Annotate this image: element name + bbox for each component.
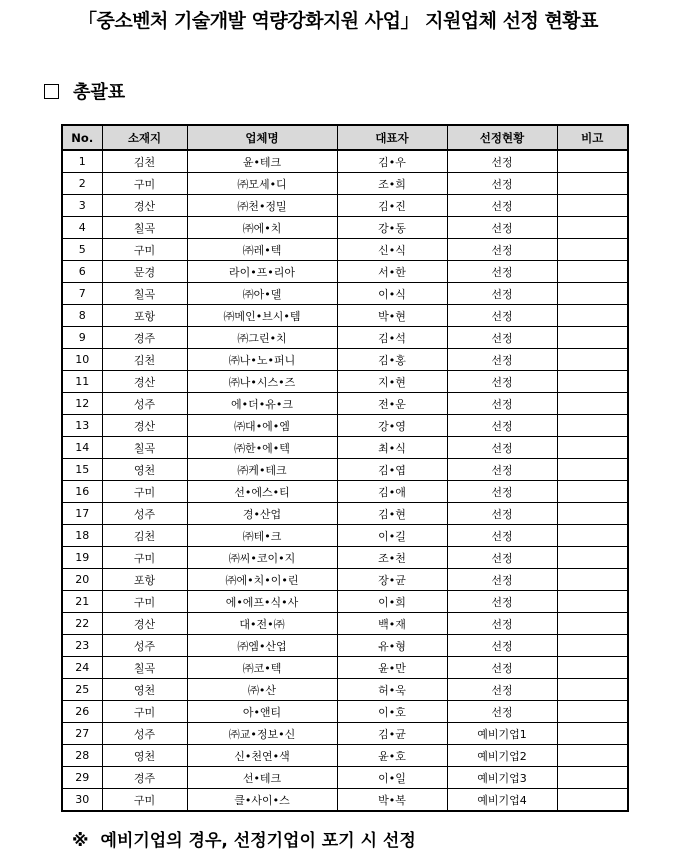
- cell-company: ㈜엠•산업: [187, 635, 337, 657]
- cell-status: 선정: [447, 415, 557, 437]
- cell-remark: [557, 525, 628, 547]
- cell-ceo: 최•식: [337, 437, 447, 459]
- cell-no: 1: [62, 150, 102, 173]
- cell-remark: [557, 481, 628, 503]
- cell-company: 윤•테크: [187, 150, 337, 173]
- cell-location: 경주: [102, 767, 187, 789]
- table-row: [62, 459, 628, 481]
- cell-location: 칠곡: [102, 283, 187, 305]
- cell-ceo: 서•한: [337, 261, 447, 283]
- cell-no: 6: [62, 261, 102, 283]
- cell-company: ㈜그린•치: [187, 327, 337, 349]
- header-ceo: 대표자: [337, 125, 447, 150]
- cell-ceo: 장•균: [337, 569, 447, 591]
- cell-remark: [557, 569, 628, 591]
- cell-location: 경산: [102, 371, 187, 393]
- cell-location: 경산: [102, 195, 187, 217]
- cell-status: 선정: [447, 393, 557, 415]
- cell-status: 선정: [447, 701, 557, 723]
- table-row: [62, 635, 628, 657]
- table-row: [62, 745, 628, 767]
- cell-remark: [557, 503, 628, 525]
- cell-company: ㈜천•정밀: [187, 195, 337, 217]
- cell-location: 구미: [102, 591, 187, 613]
- cell-no: 15: [62, 459, 102, 481]
- table-row: [62, 283, 628, 305]
- footnote: [72, 826, 416, 851]
- cell-status: 선정: [447, 525, 557, 547]
- cell-ceo: 전•운: [337, 393, 447, 415]
- cell-status: 선정: [447, 481, 557, 503]
- cell-remark: [557, 173, 628, 195]
- header-remark: 비고: [557, 125, 628, 150]
- cell-location: 경주: [102, 327, 187, 349]
- cell-no: 7: [62, 283, 102, 305]
- cell-company: 신•천연•색: [187, 745, 337, 767]
- cell-status: 예비기업4: [447, 789, 557, 812]
- table-row: [62, 767, 628, 789]
- cell-ceo: 김•석: [337, 327, 447, 349]
- table-row: [62, 327, 628, 349]
- cell-no: 14: [62, 437, 102, 459]
- cell-company: ㈜테•크: [187, 525, 337, 547]
- cell-remark: [557, 723, 628, 745]
- table-row: [62, 503, 628, 525]
- cell-no: 22: [62, 613, 102, 635]
- cell-location: 경산: [102, 613, 187, 635]
- cell-status: 선정: [447, 591, 557, 613]
- cell-status: 선정: [447, 569, 557, 591]
- cell-remark: [557, 547, 628, 569]
- table-row: [62, 393, 628, 415]
- cell-ceo: 조•천: [337, 547, 447, 569]
- cell-remark: [557, 217, 628, 239]
- cell-remark: [557, 789, 628, 812]
- cell-ceo: 지•현: [337, 371, 447, 393]
- cell-remark: [557, 591, 628, 613]
- cell-ceo: 이•호: [337, 701, 447, 723]
- cell-company: 대•전•㈜: [187, 613, 337, 635]
- cell-location: 김천: [102, 150, 187, 173]
- table-row: [62, 569, 628, 591]
- table-row: [62, 789, 628, 812]
- cell-ceo: 백•재: [337, 613, 447, 635]
- cell-no: 30: [62, 789, 102, 812]
- cell-remark: [557, 349, 628, 371]
- cell-location: 영천: [102, 459, 187, 481]
- header-no: No.: [62, 125, 102, 150]
- cell-remark: [557, 150, 628, 173]
- cell-status: 예비기업3: [447, 767, 557, 789]
- cell-remark: [557, 305, 628, 327]
- section-label: 총괄표: [73, 82, 126, 103]
- table-row: [62, 415, 628, 437]
- table-body: [62, 150, 628, 811]
- cell-company: 에•더•유•크: [187, 393, 337, 415]
- table-row: [62, 701, 628, 723]
- cell-company: ㈜에•치: [187, 217, 337, 239]
- cell-ceo: 조•희: [337, 173, 447, 195]
- cell-status: 선정: [447, 283, 557, 305]
- cell-ceo: 윤•만: [337, 657, 447, 679]
- cell-remark: [557, 613, 628, 635]
- cell-company: 선•테크: [187, 767, 337, 789]
- cell-location: 구미: [102, 481, 187, 503]
- cell-location: 문경: [102, 261, 187, 283]
- cell-remark: [557, 393, 628, 415]
- checkbox-square-icon: [44, 84, 59, 99]
- cell-ceo: 김•홍: [337, 349, 447, 371]
- cell-company: ㈜대•에•엠: [187, 415, 337, 437]
- table-row: [62, 525, 628, 547]
- cell-company: ㈜모세•디: [187, 173, 337, 195]
- cell-ceo: 김•현: [337, 503, 447, 525]
- cell-location: 성주: [102, 503, 187, 525]
- cell-no: 13: [62, 415, 102, 437]
- cell-ceo: 김•우: [337, 150, 447, 173]
- cell-company: 선•에스•티: [187, 481, 337, 503]
- cell-company: ㈜아•델: [187, 283, 337, 305]
- selection-status-table: [61, 124, 629, 812]
- cell-status: 선정: [447, 503, 557, 525]
- cell-location: 영천: [102, 679, 187, 701]
- cell-no: 3: [62, 195, 102, 217]
- header-status: 선정현황: [447, 125, 557, 150]
- table-row: [62, 371, 628, 393]
- cell-remark: [557, 415, 628, 437]
- cell-no: 26: [62, 701, 102, 723]
- table-row: [62, 195, 628, 217]
- cell-no: 4: [62, 217, 102, 239]
- cell-no: 29: [62, 767, 102, 789]
- table-row: [62, 349, 628, 371]
- cell-no: 11: [62, 371, 102, 393]
- table-row: [62, 261, 628, 283]
- cell-no: 9: [62, 327, 102, 349]
- cell-ceo: 이•일: [337, 767, 447, 789]
- cell-location: 성주: [102, 635, 187, 657]
- cell-location: 성주: [102, 723, 187, 745]
- cell-location: 칠곡: [102, 437, 187, 459]
- cell-company: ㈜케•테크: [187, 459, 337, 481]
- footnote-text: 예비기업의 경우, 선정기업이 포기 시 선정: [100, 831, 416, 851]
- table-row: [62, 657, 628, 679]
- cell-ceo: 박•현: [337, 305, 447, 327]
- cell-no: 25: [62, 679, 102, 701]
- cell-company: ㈜•산: [187, 679, 337, 701]
- cell-no: 18: [62, 525, 102, 547]
- table-row: [62, 591, 628, 613]
- cell-remark: [557, 239, 628, 261]
- cell-location: 포항: [102, 305, 187, 327]
- cell-location: 영천: [102, 745, 187, 767]
- cell-company: 에•에프•식•사: [187, 591, 337, 613]
- table-row: [62, 217, 628, 239]
- cell-ceo: 이•식: [337, 283, 447, 305]
- cell-status: 선정: [447, 459, 557, 481]
- cell-location: 구미: [102, 547, 187, 569]
- cell-status: 선정: [447, 349, 557, 371]
- cell-no: 21: [62, 591, 102, 613]
- cell-no: 17: [62, 503, 102, 525]
- cell-location: 구미: [102, 701, 187, 723]
- cell-status: 선정: [447, 261, 557, 283]
- table-row: [62, 723, 628, 745]
- cell-ceo: 허•욱: [337, 679, 447, 701]
- cell-location: 포항: [102, 569, 187, 591]
- cell-no: 2: [62, 173, 102, 195]
- cell-company: ㈜한•에•텍: [187, 437, 337, 459]
- cell-ceo: 김•엽: [337, 459, 447, 481]
- table-row: [62, 481, 628, 503]
- cell-company: 라이•프•리아: [187, 261, 337, 283]
- cell-no: 28: [62, 745, 102, 767]
- cell-company: ㈜코•텍: [187, 657, 337, 679]
- cell-no: 10: [62, 349, 102, 371]
- cell-company: ㈜레•텍: [187, 239, 337, 261]
- cell-status: 선정: [447, 679, 557, 701]
- cell-location: 성주: [102, 393, 187, 415]
- cell-status: 선정: [447, 657, 557, 679]
- cell-remark: [557, 437, 628, 459]
- cell-status: 예비기업1: [447, 723, 557, 745]
- cell-no: 5: [62, 239, 102, 261]
- header-location: 소재지: [102, 125, 187, 150]
- cell-remark: [557, 261, 628, 283]
- cell-location: 경산: [102, 415, 187, 437]
- cell-status: 선정: [447, 195, 557, 217]
- cell-location: 김천: [102, 349, 187, 371]
- table-row: [62, 150, 628, 173]
- cell-no: 27: [62, 723, 102, 745]
- table-header-row: [62, 125, 628, 150]
- cell-company: ㈜나•노•퍼니: [187, 349, 337, 371]
- cell-location: 김천: [102, 525, 187, 547]
- table-row: [62, 305, 628, 327]
- cell-company: 아•앤티: [187, 701, 337, 723]
- cell-remark: [557, 283, 628, 305]
- table-row: [62, 239, 628, 261]
- cell-ceo: 신•식: [337, 239, 447, 261]
- cell-ceo: 이•희: [337, 591, 447, 613]
- cell-location: 칠곡: [102, 217, 187, 239]
- cell-remark: [557, 767, 628, 789]
- section-heading: [44, 78, 125, 104]
- cell-ceo: 김•애: [337, 481, 447, 503]
- cell-ceo: 이•길: [337, 525, 447, 547]
- cell-no: 24: [62, 657, 102, 679]
- cell-location: 구미: [102, 239, 187, 261]
- cell-remark: [557, 657, 628, 679]
- cell-remark: [557, 371, 628, 393]
- cell-no: 12: [62, 393, 102, 415]
- table-row: [62, 173, 628, 195]
- cell-status: 선정: [447, 547, 557, 569]
- cell-status: 선정: [447, 239, 557, 261]
- cell-location: 구미: [102, 789, 187, 812]
- cell-remark: [557, 701, 628, 723]
- cell-status: 선정: [447, 613, 557, 635]
- cell-status: 선정: [447, 305, 557, 327]
- cell-no: 8: [62, 305, 102, 327]
- cell-company: 클•사이•스: [187, 789, 337, 812]
- cell-status: 선정: [447, 327, 557, 349]
- cell-no: 23: [62, 635, 102, 657]
- cell-status: 선정: [447, 173, 557, 195]
- cell-status: 선정: [447, 217, 557, 239]
- reference-mark: ※: [72, 831, 89, 851]
- cell-company: ㈜에•치•이•린: [187, 569, 337, 591]
- cell-status: 선정: [447, 150, 557, 173]
- cell-remark: [557, 679, 628, 701]
- cell-status: 선정: [447, 635, 557, 657]
- cell-ceo: 강•동: [337, 217, 447, 239]
- cell-ceo: 박•복: [337, 789, 447, 812]
- cell-remark: [557, 195, 628, 217]
- cell-remark: [557, 327, 628, 349]
- document-title: 「중소벤처 기술개발 역량강화지원 사업」 지원업체 선정 현황표: [77, 10, 599, 32]
- cell-no: 16: [62, 481, 102, 503]
- cell-ceo: 강•영: [337, 415, 447, 437]
- cell-ceo: 김•균: [337, 723, 447, 745]
- cell-remark: [557, 635, 628, 657]
- cell-remark: [557, 745, 628, 767]
- header-company: 업체명: [187, 125, 337, 150]
- cell-company: ㈜나•시스•즈: [187, 371, 337, 393]
- cell-company: ㈜씨•코이•지: [187, 547, 337, 569]
- cell-remark: [557, 459, 628, 481]
- cell-status: 선정: [447, 371, 557, 393]
- table-row: [62, 679, 628, 701]
- cell-ceo: 김•진: [337, 195, 447, 217]
- cell-status: 예비기업2: [447, 745, 557, 767]
- cell-status: 선정: [447, 437, 557, 459]
- cell-ceo: 윤•호: [337, 745, 447, 767]
- cell-location: 칠곡: [102, 657, 187, 679]
- cell-location: 구미: [102, 173, 187, 195]
- cell-company: ㈜교•정보•신: [187, 723, 337, 745]
- table-row: [62, 437, 628, 459]
- cell-company: 경•산업: [187, 503, 337, 525]
- cell-ceo: 유•형: [337, 635, 447, 657]
- cell-company: ㈜메인•브시•템: [187, 305, 337, 327]
- cell-no: 20: [62, 569, 102, 591]
- table-row: [62, 547, 628, 569]
- table-row: [62, 613, 628, 635]
- cell-no: 19: [62, 547, 102, 569]
